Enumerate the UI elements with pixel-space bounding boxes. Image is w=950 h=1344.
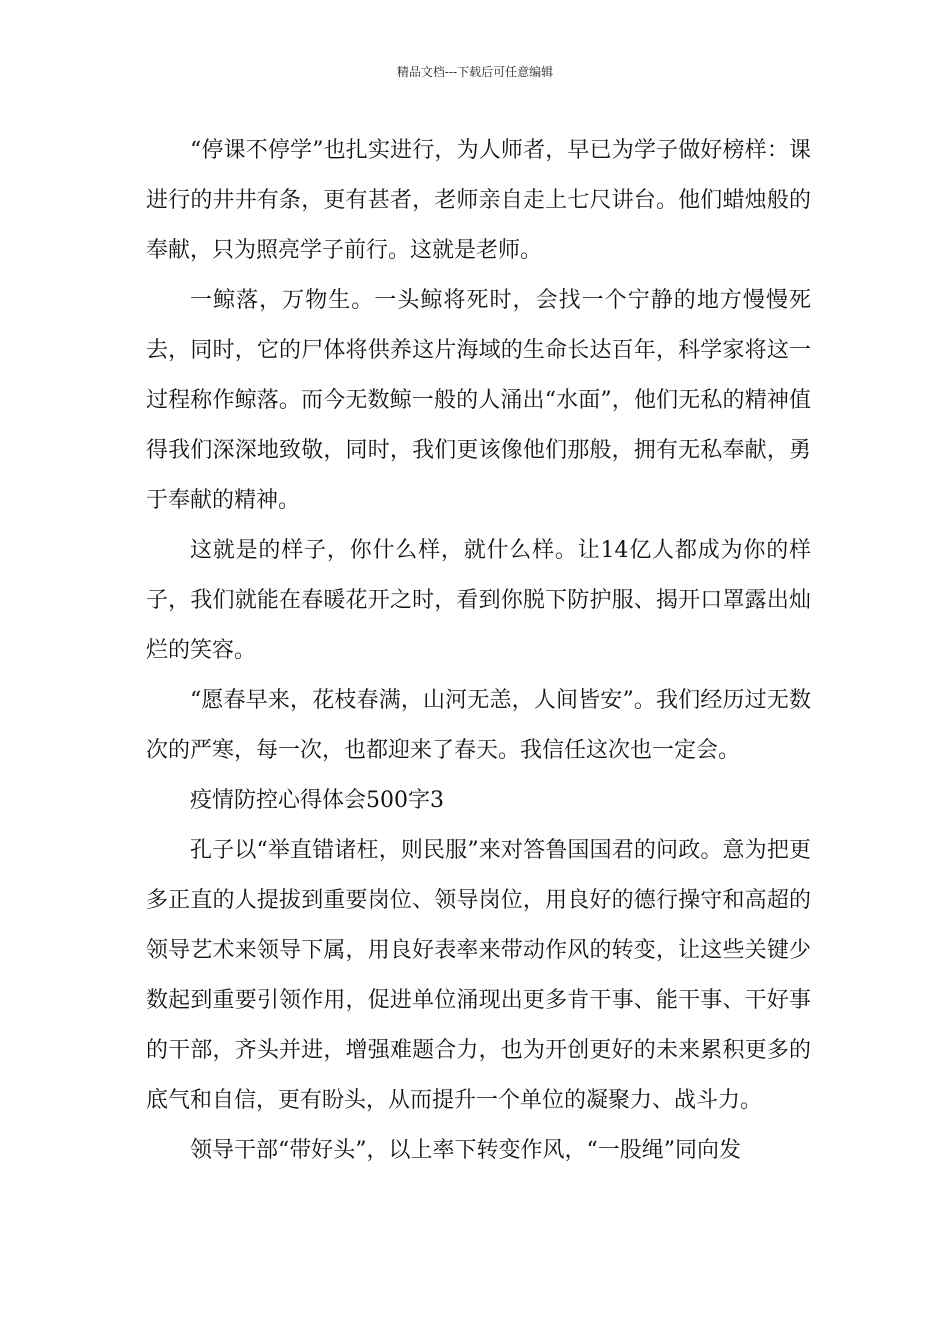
paragraph-your-example: 这就是的样子，你什么样，就什么样。让14亿人都成为你的样子，我们就能在春暖花开之时，看到你脱下防护服、揭开口罩露出灿烂的笑容。 — [146, 538, 811, 663]
paragraph-whale-fall: 一鲸落，万物生。一头鲸将死时，会找一个宁静的地方慢慢死去，同时，它的尸体将供养这片海域的生命长达百年，科学家将这一过程称作鲸落。而今无数鲸一般的人涌出“水面”，他们无私的精神值得我们深深地致敬，同时，我们更该像他们那般，拥有无私奉献，勇于奉献的精神。 — [146, 288, 811, 513]
paragraph-confucius: 孔子以“举直错诸枉，则民服”来对答鲁国国君的问政。意为把更多正直的人提拔到重要岗位、领导岗位，用良好的德行操守和高超的领导艺术来领导下属，用良好表率来带动作风的转变，让这些关键少数起到重要引领作用，促进单位涌现出更多肯干事、能干事、干好事的干部，齐头并进，增强难题合力，也为开创更好的未来累积更多的底气和自信，更有盼头，从而提升一个单位的凝聚力、战斗力。 — [146, 838, 811, 1113]
paragraph-teachers: “停课不停学”也扎实进行，为人师者，早已为学子做好榜样：课进行的井井有条，更有甚者，老师亲自走上七尺讲台。他们蜡烛般的奉献，只为照亮学子前行。这就是老师。 — [146, 138, 811, 263]
paragraph-leading-cadres: 领导干部“带好头”，以上率下转变作风，“一股绳”同向发 — [190, 1138, 741, 1163]
paragraph-spring-wish: “愿春早来，花枝春满，山河无恙，人间皆安”。我们经历过无数次的严寒，每一次，也都迎来了春天。我信任这次也一定会。 — [146, 688, 811, 763]
page-header: 精品文档---下载后可任意编辑 — [396, 65, 554, 79]
document-body — [146, 126, 811, 1176]
section-heading: 疫情防控心得体会500字3 — [190, 788, 444, 813]
